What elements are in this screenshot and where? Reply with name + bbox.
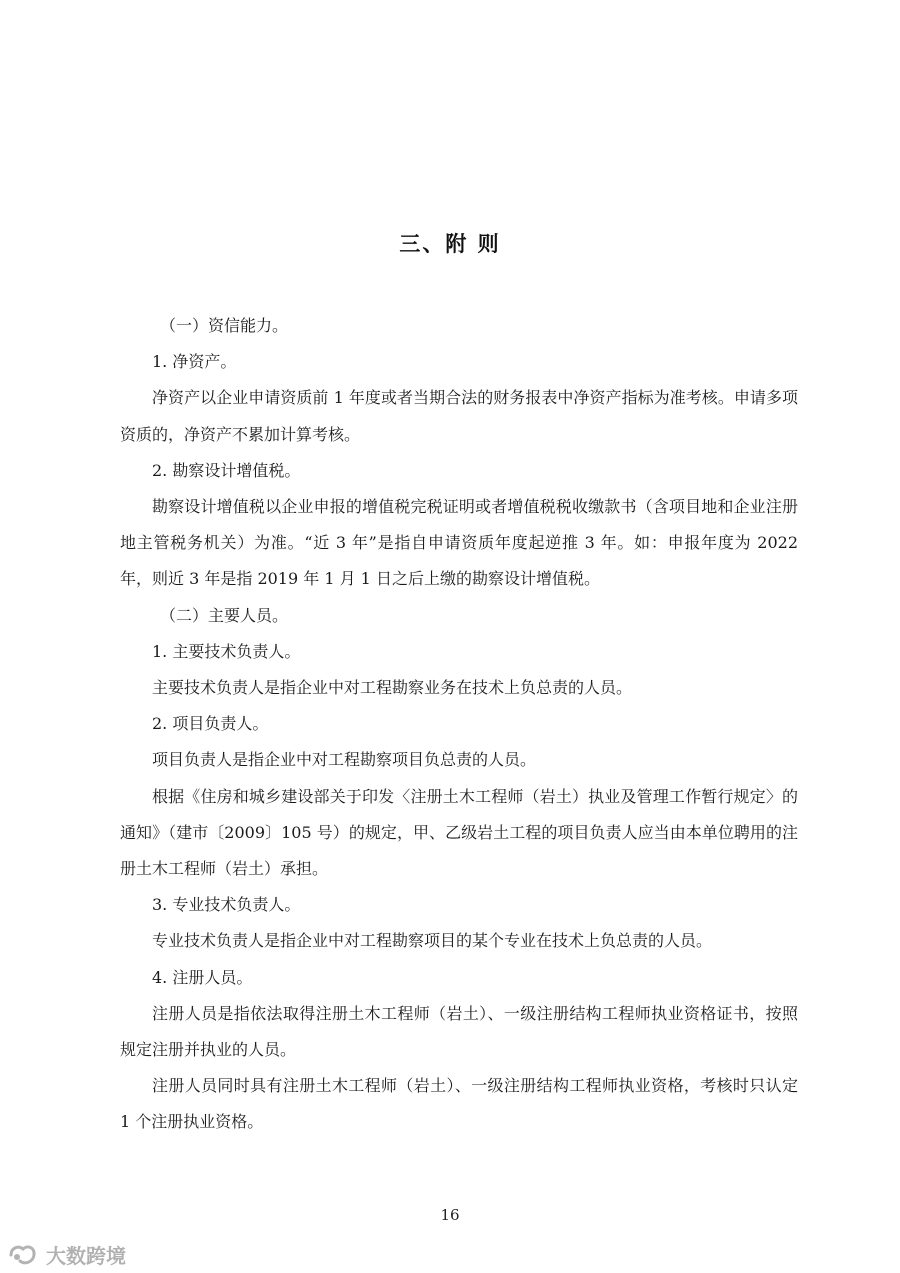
body-paragraph: 主要技术负责人是指企业中对工程勘察业务在技术上负总责的人员。 bbox=[152, 678, 633, 698]
subsection-heading: 1. 净资产。 bbox=[152, 352, 237, 372]
body-paragraph: 项目负责人是指企业中对工程勘察项目负总责的人员。 bbox=[152, 750, 537, 770]
section-heading: （一）资信能力。 bbox=[160, 316, 289, 335]
page-number: 16 bbox=[440, 1206, 460, 1224]
body-paragraph: 注册人员是指依法取得注册土木工程师（岩土）、一级注册结构工程师执业资格证书，按照规定注册并执业的人员。 bbox=[120, 1003, 798, 1060]
document-body bbox=[120, 308, 798, 1141]
logo-icon bbox=[8, 1243, 38, 1267]
subsection-heading: 3. 专业技术负责人。 bbox=[152, 895, 301, 915]
body-paragraph: 净资产以企业申请资质前 1 年度或者当期合法的财务报表中净资产指标为准考核。申请多项资质的，净资产不累加计算考核。 bbox=[120, 388, 798, 444]
watermark-text: 大数跨境 bbox=[46, 1244, 126, 1268]
subsection-heading: 1. 主要技术负责人。 bbox=[152, 641, 301, 661]
body-paragraph: 根据《住房和城乡建设部关于印发〈注册土木工程师（岩土）执业及管理工作暂行规定〉的通知》（建市〔2009〕105 号）的规定，甲、乙级岩土工程的项目负责人应当由本单位聘用的注册土木工程师（岩土）承担。 bbox=[120, 786, 798, 879]
body-paragraph: 注册人员同时具有注册土木工程师（岩土）、一级注册结构工程师执业资格，考核时只认定 1 个注册执业资格。 bbox=[120, 1076, 798, 1132]
subsection-heading: 4. 注册人员。 bbox=[152, 967, 253, 987]
body-paragraph: 勘察设计增值税以企业申报的增值税完税证明或者增值税税收缴款书（含项目地和企业注册地主管税务机关）为准。“近 3 年”是指自申请资质年度起逆推 3 年。如：申报年度为 2022 年，则近 3 年是指 2019 年 1 月 1 日之后上缴的勘察设计增值税。 bbox=[120, 497, 798, 589]
subsection-heading: 2. 勘察设计增值税。 bbox=[152, 460, 301, 480]
section-heading: （二）主要人员。 bbox=[160, 605, 289, 625]
watermark bbox=[8, 1240, 126, 1269]
body-paragraph: 专业技术负责人是指企业中对工程勘察项目的某个专业在技术上负总责的人员。 bbox=[152, 931, 713, 951]
subsection-heading: 2. 项目负责人。 bbox=[152, 714, 269, 734]
page-title: 三、附 则 bbox=[399, 232, 501, 256]
